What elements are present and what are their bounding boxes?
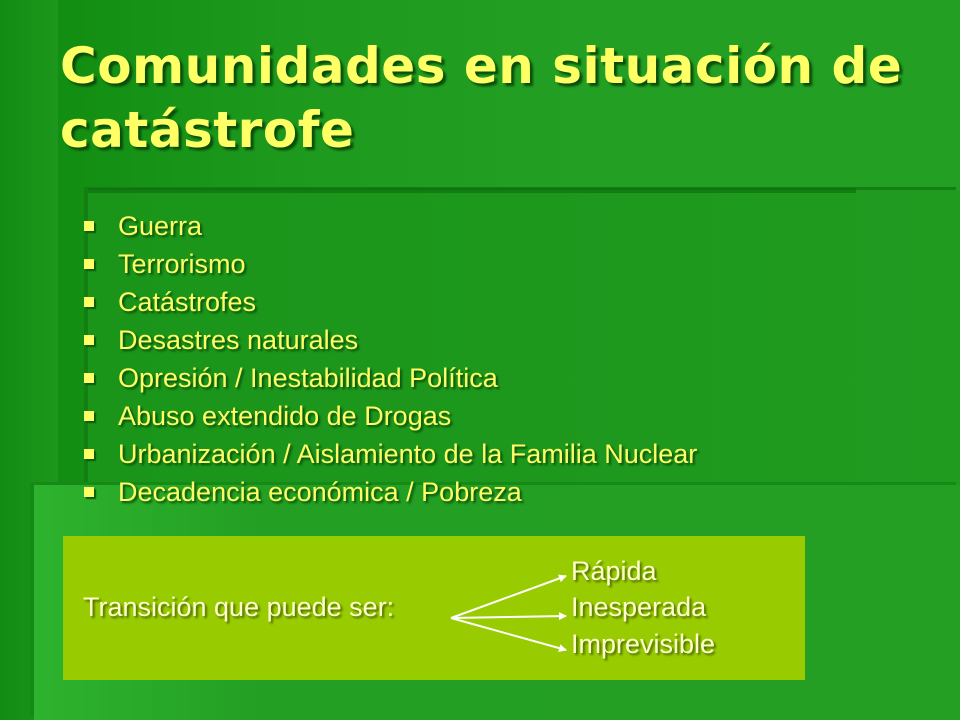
transition-option-imprevisible: Imprevisible bbox=[571, 629, 716, 659]
background-divider-line bbox=[88, 188, 856, 193]
bullet-item bbox=[84, 473, 697, 511]
transition-option-inesperada: Inesperada bbox=[571, 592, 707, 622]
arrow-to-option-3 bbox=[451, 618, 566, 650]
square-bullet-icon bbox=[84, 487, 94, 497]
transition-option-rapida: Rápida bbox=[571, 556, 657, 586]
transition-box bbox=[63, 536, 805, 680]
square-bullet-icon bbox=[84, 411, 94, 421]
bullet-list bbox=[84, 207, 697, 511]
bullet-item bbox=[84, 207, 697, 245]
bullet-item bbox=[84, 359, 697, 397]
bullet-text: Terrorismo bbox=[118, 248, 246, 279]
square-bullet-icon bbox=[84, 449, 94, 459]
bullet-text: Abuso extendido de Drogas bbox=[118, 400, 452, 431]
square-bullet-icon bbox=[84, 259, 94, 269]
bullet-text: Guerra bbox=[118, 210, 203, 241]
square-bullet-icon bbox=[84, 221, 94, 231]
bullet-item bbox=[84, 321, 697, 359]
arrow-to-option-2 bbox=[451, 616, 566, 618]
square-bullet-icon bbox=[84, 373, 94, 383]
arrow-to-option-1 bbox=[451, 576, 566, 618]
bullet-item bbox=[84, 245, 697, 283]
bullet-text: Catástrofes bbox=[118, 286, 257, 317]
bullet-item bbox=[84, 435, 697, 473]
transition-label: Transición que puede ser: bbox=[83, 592, 395, 622]
bullet-text: Desastres naturales bbox=[118, 324, 359, 355]
bullet-text: Decadencia económica / Pobreza bbox=[118, 476, 522, 507]
bullet-text: Opresión / Inestabilidad Política bbox=[118, 362, 498, 393]
bullet-item bbox=[84, 397, 697, 435]
square-bullet-icon bbox=[84, 335, 94, 345]
bullet-item bbox=[84, 283, 697, 321]
square-bullet-icon bbox=[84, 297, 94, 307]
slide-title: Comunidades en situación de catástrofe bbox=[60, 37, 903, 159]
bullet-text: Urbanización / Aislamiento de la Familia Nuclear bbox=[118, 438, 698, 469]
